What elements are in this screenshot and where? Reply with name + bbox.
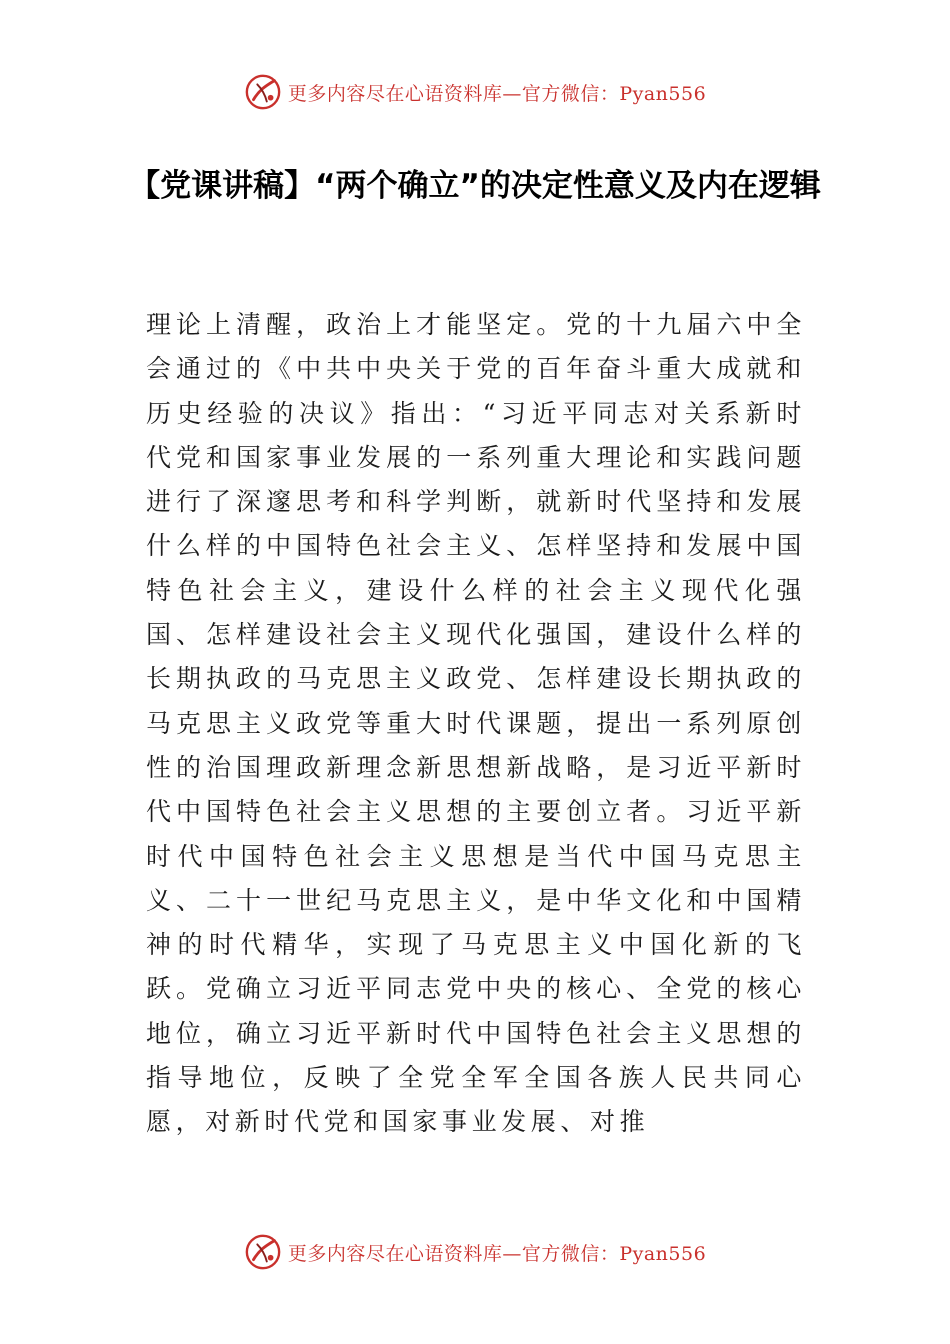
header-banner-text: 更多内容尽在心语资料库—官方微信：Pyan556 xyxy=(287,82,707,105)
document-title: 【党课讲稿】“两个确立”的决定性意义及内在逻辑 xyxy=(129,168,821,204)
footer-banner-text: 更多内容尽在心语资料库—官方微信：Pyan556 xyxy=(287,1242,707,1265)
header-banner xyxy=(0,72,950,112)
seal-logo-icon xyxy=(244,1233,282,1271)
seal-logo-icon xyxy=(244,73,282,111)
footer-banner xyxy=(0,1232,950,1272)
document-paragraph: 理论上清醒，政治上才能坚定。党的十九届六中全会通过的《中共中央关于党的百年奋斗重大成就和历史经验的决议》指出：“习近平同志对关系新时代党和国家事业发展的一系列重大理论和实践问题进行了深邃思考和科学判断，就新时代坚持和发展什么样的中国特色社会主义、怎样坚持和发展中国特色社会主义，建设什么样的社会主义现代化强国、怎样建设社会主义现代化强国，建设什么样的长期执政的马克思主义政党、怎样建设长期执政的马克思主义政党等重大时代课题，提出一系列原创性的治国理政新理念新思想新战略，是习近平新时代中国特色社会主义思想的主要创立者。习近平新时代中国特色社会主义思想是当代中国马克思主义、二十一世纪马克思主义，是中华文化和中国精神的时代精华，实现了马克思主义中国化新的飞跃。党确立习近平同志党中央的核心、全党的核心地位，确立习近平新时代中国特色社会主义思想的指导地位，反映了全党全军全国各族人民共同心愿，对新时代党和国家事业发展、对推 xyxy=(146,310,806,1137)
